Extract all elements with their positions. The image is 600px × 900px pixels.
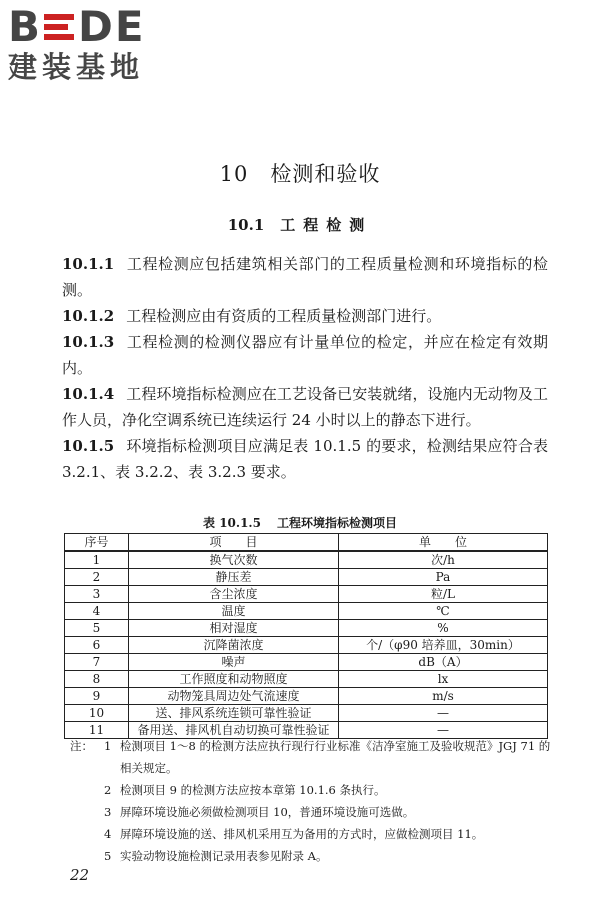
table-row: [65, 603, 548, 620]
cell: 6: [65, 637, 129, 654]
table-row: [65, 654, 548, 671]
table-row: [65, 671, 548, 688]
cell: Pa: [339, 569, 548, 586]
environment-test-items-table: [64, 533, 548, 739]
logo-wordmark: B DE: [8, 2, 146, 51]
cell: 次/h: [339, 551, 548, 569]
table-row: [65, 637, 548, 654]
cell: m/s: [339, 688, 548, 705]
clause: 10.1.3 工程检测的检测仪器应有计量单位的检定，并应在检定有效期内。: [62, 333, 548, 377]
cell: 粒/L: [339, 586, 548, 603]
cell: lx: [339, 671, 548, 688]
clause-list: [62, 251, 548, 485]
bade-logo: [8, 4, 178, 84]
cell: 7: [65, 654, 129, 671]
chapter-title: 10 检测和验收: [219, 162, 381, 186]
table-row: [65, 586, 548, 603]
note-item: 注： 1 检测项目 1～8 的检测方法应执行现行行业标准《洁净室施工及验收规范》JGJ 71 的相关规定。: [70, 739, 551, 775]
table-caption: 表 10.1.5 工程环境指标检测项目: [203, 516, 397, 530]
cell: 1: [65, 551, 129, 569]
cell: 温度: [129, 603, 339, 620]
cell: 含尘浓度: [129, 586, 339, 603]
cell: 4: [65, 603, 129, 620]
page-number: 22: [70, 866, 90, 884]
cell: 工作照度和动物照度: [129, 671, 339, 688]
cell: 3: [65, 586, 129, 603]
header-cell: 单 位: [339, 534, 548, 552]
logo-subtitle: 建装基地: [8, 50, 145, 84]
cell: %: [339, 620, 548, 637]
cell: 送、排风系统连锁可靠性验证: [129, 705, 339, 722]
cell: 静压差: [129, 569, 339, 586]
cell: 5: [65, 620, 129, 637]
clause: 10.1.4 工程环境指标检测应在工艺设备已安装就绪，设施内无动物及工作人员，净化空调系统已连续运行 24 小时以上的静态下进行。: [62, 385, 548, 429]
cell: 个/（φ90 培养皿，30min）: [339, 637, 548, 654]
table-header-row: [65, 534, 548, 552]
cell: 8: [65, 671, 129, 688]
note-item: 2 检测项目 9 的检测方法应按本章第 10.1.6 条执行。: [104, 783, 386, 797]
clause: 10.1.2 工程检测应由有资质的工程质量检测部门进行。: [62, 307, 442, 325]
cell: 10: [65, 705, 129, 722]
cell: ℃: [339, 603, 548, 620]
note-item: 4 屏障环境设施的送、排风机采用互为备用的方式时，应做检测项目 11。: [104, 827, 484, 841]
cell: 噪声: [129, 654, 339, 671]
note-item: 5 实验动物设施检测记录用表参见附录 A。: [104, 849, 328, 863]
cell: 备用送、排风机自动切换可靠性验证: [129, 722, 339, 739]
logo-a-bars: [44, 12, 76, 42]
table-row: [65, 620, 548, 637]
cell: 相对湿度: [129, 620, 339, 637]
section-title: 10.1 工程检测: [227, 216, 373, 234]
table-row: [65, 705, 548, 722]
cell: 2: [65, 569, 129, 586]
cell: 9: [65, 688, 129, 705]
cell: dB（A）: [339, 654, 548, 671]
header-cell: 项 目: [129, 534, 339, 552]
table-row: [65, 569, 548, 586]
cell: —: [339, 705, 548, 722]
cell: 沉降菌浓度: [129, 637, 339, 654]
table-row: [65, 551, 548, 569]
table-row: [65, 688, 548, 705]
table-notes: [70, 735, 560, 867]
cell: 换气次数: [129, 551, 339, 569]
clause: 10.1.5 环境指标检测项目应满足表 10.1.5 的要求，检测结果应符合表 3.2.1、表 3.2.2、表 3.2.3 要求。: [62, 437, 548, 481]
header-cell: 序号: [65, 534, 129, 552]
clause: 10.1.1 工程检测应包括建筑相关部门的工程质量检测和环境指标的检测。: [62, 255, 548, 299]
cell: 11: [65, 722, 129, 739]
cell: 动物笼具周边处气流速度: [129, 688, 339, 705]
note-item: 3 屏障环境设施必须做检测项目 10，普通环境设施可选做。: [104, 805, 415, 819]
cell: —: [339, 722, 548, 739]
